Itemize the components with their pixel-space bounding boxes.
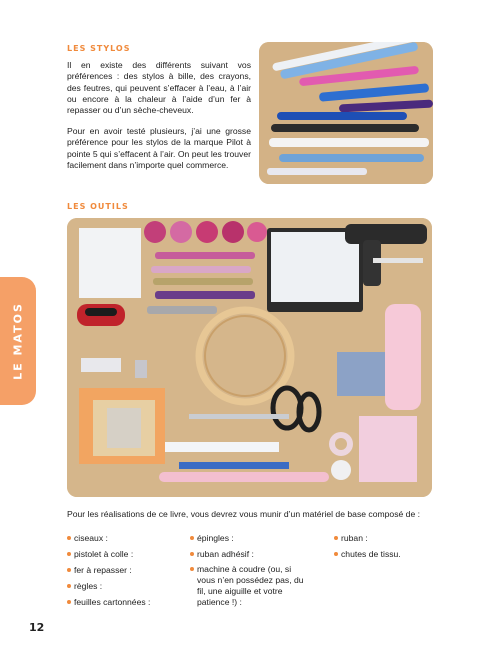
list-item: règles : — [67, 578, 150, 594]
heading-stylos: LES STYLOS — [67, 44, 131, 53]
outils-intro: Pour les réalisations de ce livre, vous devrez vous munir d’un matériel de base composé de : — [67, 509, 420, 519]
page-number: 12 — [29, 621, 45, 634]
pens-photo — [259, 42, 433, 184]
list-item: machine à coudre (ou, si vous n’en possédez pas, du fil, une aiguille et votre patience !) : — [190, 562, 310, 608]
list-item: épingles : — [190, 530, 310, 546]
materials-list-col1 — [67, 530, 150, 610]
list-item: ciseaux : — [67, 530, 150, 546]
materials-list-col2 — [190, 530, 310, 608]
chapter-side-tab — [0, 277, 36, 405]
heading-outils: LES OUTILS — [67, 202, 129, 211]
list-item: fer à repasser : — [67, 562, 150, 578]
materials-list-col3 — [334, 530, 401, 562]
list-item: chutes de tissu. — [334, 546, 401, 562]
tools-photo — [67, 218, 432, 497]
stylos-paragraph-2: Pour en avoir testé plusieurs, j’ai une grosse préférence pour les stylos de la marque Pilot à pointe 5 qui s’effacent à l’air. On peut les trouver facilement dans n’importe quel commerce. — [67, 126, 251, 170]
list-item: feuilles cartonnées : — [67, 594, 150, 610]
list-item: ruban adhésif : — [190, 546, 310, 562]
list-item: ruban : — [334, 530, 401, 546]
stylos-paragraph-1: Il en existe des différents suivant vos préférences : des stylos à bille, des crayons, des feutres, qui peuvent s’effacer à l’eau, à l’air ou encore à la chaleur à l’aide d’un fer à repasser ou d’un sèche-cheveux. — [67, 60, 251, 116]
list-item: pistolet à colle : — [67, 546, 150, 562]
chapter-tab-label: LE MATOS — [11, 302, 25, 380]
